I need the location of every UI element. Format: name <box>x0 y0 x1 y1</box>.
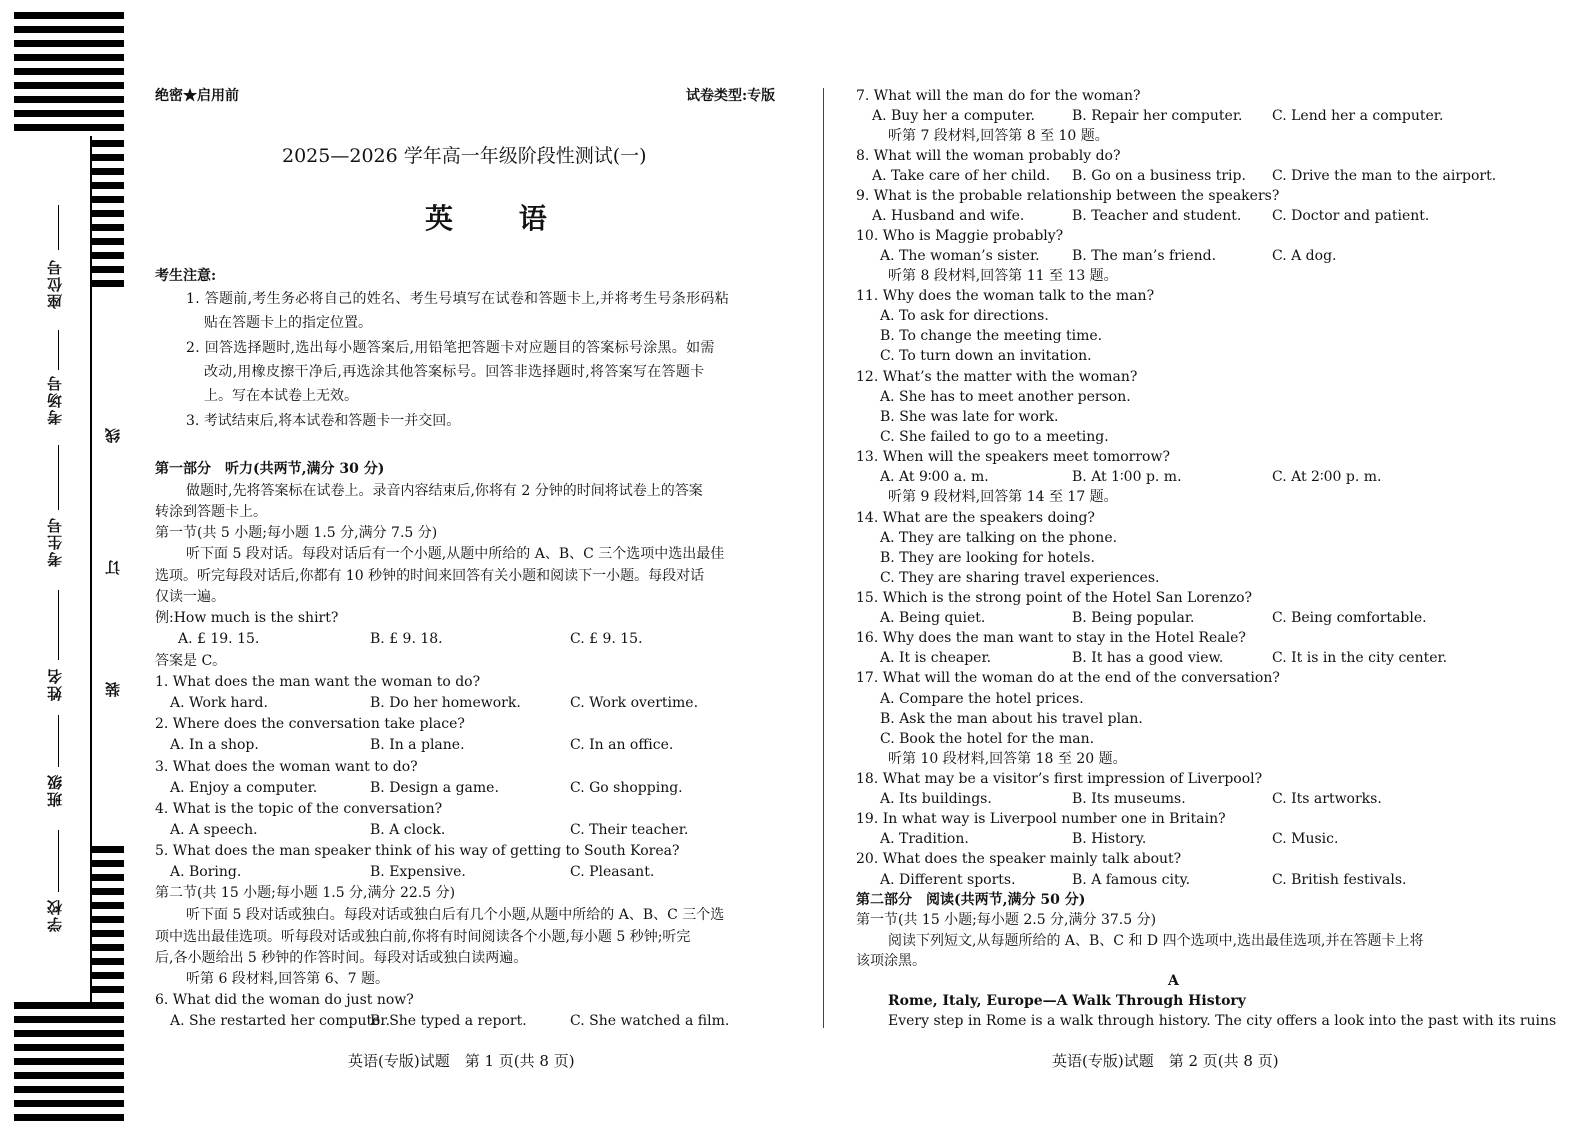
option-b: B. They are looking for hotels. <box>880 550 1095 566</box>
section2-intro: 项中选出最佳选项。听每段对话或独白前,你将有时间阅读各个小题,每小题 5 秒钟;听完 <box>155 929 691 945</box>
material-heading: 听第 8 段材料,回答第 11 至 13 题。 <box>888 268 1118 284</box>
question: 4. What is the topic of the conversation? <box>155 801 443 817</box>
passage-letter: A <box>1168 973 1179 989</box>
question: 20. What does the speaker mainly talk about? <box>856 851 1182 867</box>
option-c: C. Go shopping. <box>570 780 683 796</box>
option-c: C. Lend her a computer. <box>1272 108 1444 124</box>
example-option-c: C. £ 9. 15. <box>570 631 643 647</box>
part2-heading: 第二部分 阅读(共两节,满分 50 分) <box>856 892 1086 908</box>
option-a: A. Enjoy a computer. <box>170 780 318 796</box>
option-c: C. British festivals. <box>1272 872 1407 888</box>
question: 3. What does the woman want to do? <box>155 759 418 775</box>
secret-label: 绝密★启用前 <box>155 88 239 104</box>
option-a: A. Buy her a computer. <box>872 108 1035 124</box>
class-line <box>58 715 59 767</box>
seat-number-line <box>58 205 59 250</box>
name-line <box>58 590 59 660</box>
option-b: B. In a plane. <box>370 737 465 753</box>
option-a: A. Boring. <box>170 864 242 880</box>
note-item: 上。写在本试卷上无效。 <box>204 388 358 404</box>
option-b: B. Its museums. <box>1072 791 1186 807</box>
subject-title: 英 语 <box>425 202 575 235</box>
page2-footer: 英语(专版)试题 第 2 页(共 8 页) <box>1052 1052 1279 1070</box>
option-a: A. She has to meet another person. <box>880 389 1131 405</box>
option-c: C. In an office. <box>570 737 674 753</box>
section1-intro: 听下面 5 段对话。每段对话后有一个小题,从题中所给的 A、B、C 三个选项中选出最佳 <box>186 546 725 562</box>
option-a: A. Different sports. <box>880 872 1016 888</box>
part2-section1-heading: 第一节(共 15 小题;每小题 2.5 分,满分 37.5 分) <box>856 912 1157 928</box>
question: 2. Where does the conversation take place? <box>155 716 465 732</box>
cut-mark-line: 线 <box>104 428 122 443</box>
note-item: 改动,用橡皮擦干净后,再选涂其他答案标号。回答非选择题时,将答案写在答题卡 <box>204 364 705 380</box>
option-a: A. The woman’s sister. <box>880 248 1040 264</box>
passage-text: Every step in Rome is a walk through history. The city offers a look into the past with its ruins <box>888 1013 1557 1029</box>
question: 11. Why does the woman talk to the man? <box>856 288 1155 304</box>
question: 13. When will the speakers meet tomorrow? <box>856 449 1170 465</box>
exam-room-label: 考场号 <box>46 374 64 425</box>
seat-number-label: 座位号 <box>46 258 64 309</box>
material-heading: 听第 9 段材料,回答第 14 至 17 题。 <box>888 489 1118 505</box>
option-c: C. Being comfortable. <box>1272 610 1427 626</box>
school-line <box>58 830 59 892</box>
part1-intro: 做题时,先将答案标在试卷上。录音内容结束后,你将有 2 分钟的时间将试卷上的答案 <box>186 483 703 499</box>
option-a: A. It is cheaper. <box>880 650 992 666</box>
option-c: C. She watched a film. <box>570 1013 730 1029</box>
option-a: A. A speech. <box>170 822 258 838</box>
option-c: C. At 2∶00 p. m. <box>1272 469 1382 485</box>
passage-title: Rome, Italy, Europe—A Walk Through History <box>888 993 1246 1009</box>
note-item: 2. 回答选择题时,选出每小题答案后,用铅笔把答题卡对应题目的答案标号涂黑。如需 <box>186 340 715 356</box>
candidate-number-label: 考生号 <box>46 516 64 567</box>
section2-intro: 后,各小题给出 5 秒钟的作答时间。每段对话或独白读两遍。 <box>155 950 528 966</box>
option-b: B. The man’s friend. <box>1072 248 1217 264</box>
exam-title: 2025—2026 学年高一年级阶段性测试(一) <box>282 145 647 167</box>
example-option-b: B. £ 9. 18. <box>370 631 443 647</box>
option-c: C. Doctor and patient. <box>1272 208 1430 224</box>
page1-footer: 英语(专版)试题 第 1 页(共 8 页) <box>348 1052 575 1070</box>
example-answer: 答案是 C。 <box>155 653 227 669</box>
option-b: B. Go on a business trip. <box>1072 168 1246 184</box>
option-b: B. To change the meeting time. <box>880 328 1103 344</box>
option-b: B. A famous city. <box>1072 872 1191 888</box>
option-b: B. A clock. <box>370 822 446 838</box>
material-heading: 听第 6 段材料,回答第 6、7 题。 <box>186 971 389 987</box>
option-b: B. It has a good view. <box>1072 650 1224 666</box>
option-a: A. Being quiet. <box>880 610 986 626</box>
option-c: C. Book the hotel for the man. <box>880 731 1095 747</box>
page-divider <box>823 88 824 1028</box>
option-c: C. She failed to go to a meeting. <box>880 429 1109 445</box>
option-a: A. In a shop. <box>170 737 259 753</box>
option-c: C. They are sharing travel experiences. <box>880 570 1160 586</box>
option-c: C. Work overtime. <box>570 695 699 711</box>
option-a: A. Husband and wife. <box>872 208 1025 224</box>
option-c: C. Drive the man to the airport. <box>1272 168 1497 184</box>
option-c: C. Music. <box>1272 831 1339 847</box>
section2-intro: 听下面 5 段对话或独白。每段对话或独白后有几个小题,从题中所给的 A、B、C 三个选 <box>186 907 725 923</box>
example-option-a: A. £ 19. 15. <box>178 631 260 647</box>
section1-intro: 选项。听完每段对话后,你都有 10 秒钟的时间来回答有关小题和阅读下一小题。每段对话 <box>155 568 705 584</box>
name-label: 姓名 <box>46 667 64 701</box>
question: 1. What does the man want the woman to do? <box>155 674 481 690</box>
option-c: C. Its artworks. <box>1272 791 1382 807</box>
question: 12. What’s the matter with the woman? <box>856 369 1138 385</box>
notes-heading: 考生注意: <box>155 268 217 284</box>
option-b: B. She was late for work. <box>880 409 1059 425</box>
exam-room-line <box>58 330 59 370</box>
question: 16. Why does the man want to stay in the Hotel Reale? <box>856 630 1246 646</box>
option-a: A. They are talking on the phone. <box>880 530 1118 546</box>
question: 15. Which is the strong point of the Hotel San Lorenzo? <box>856 590 1253 606</box>
question: 10. Who is Maggie probably? <box>856 228 1064 244</box>
option-b: B. Repair her computer. <box>1072 108 1243 124</box>
school-label: 学校 <box>46 898 64 932</box>
question: 19. In what way is Liverpool number one in Britain? <box>856 811 1226 827</box>
option-a: A. Its buildings. <box>880 791 992 807</box>
question: 5. What does the man speaker think of his way of getting to South Korea? <box>155 843 680 859</box>
option-b: B. At 1∶00 p. m. <box>1072 469 1182 485</box>
option-a: A. At 9∶00 a. m. <box>880 469 989 485</box>
material-heading: 听第 10 段材料,回答第 18 至 20 题。 <box>888 751 1127 767</box>
option-c: C. Their teacher. <box>570 822 689 838</box>
option-c: C. To turn down an invitation. <box>880 348 1092 364</box>
question: 9. What is the probable relationship between the speakers? <box>856 188 1280 204</box>
cut-mark-install: 装 <box>104 682 122 697</box>
part2-intro: 阅读下列短文,从每题所给的 A、B、C 和 D 四个选项中,选出最佳选项,并在答题卡上将 <box>888 933 1424 949</box>
example-question: 例:How much is the shirt? <box>155 610 339 626</box>
section1-intro: 仅读一遍。 <box>155 589 225 605</box>
note-item: 贴在答题卡上的指定位置。 <box>204 315 372 331</box>
option-c: C. Pleasant. <box>570 864 655 880</box>
option-b: B. Ask the man about his travel plan. <box>880 711 1143 727</box>
section1-heading: 第一节(共 5 小题;每小题 1.5 分,满分 7.5 分) <box>155 525 438 541</box>
question: 7. What will the man do for the woman? <box>856 88 1141 104</box>
option-a: A. Take care of her child. <box>872 168 1051 184</box>
class-label: 班级 <box>46 773 64 807</box>
note-item: 3. 考试结束后,将本试卷和答题卡一并交回。 <box>186 413 461 429</box>
option-b: B. Being popular. <box>1072 610 1195 626</box>
option-a: A. Compare the hotel prices. <box>880 691 1084 707</box>
option-b: B. She typed a report. <box>370 1013 527 1029</box>
part2-intro: 该项涂黑。 <box>856 953 926 969</box>
option-c: C. A dog. <box>1272 248 1337 264</box>
paper-type-label: 试卷类型:专版 <box>686 88 776 104</box>
question: 8. What will the woman probably do? <box>856 148 1121 164</box>
option-a: A. Tradition. <box>880 831 969 847</box>
option-b: B. Teacher and student. <box>1072 208 1242 224</box>
option-b: B. Expensive. <box>370 864 466 880</box>
option-b: B. Do her homework. <box>370 695 521 711</box>
question: 18. What may be a visitor’s first impression of Liverpool? <box>856 771 1263 787</box>
option-a: A. Work hard. <box>170 695 268 711</box>
question: 14. What are the speakers doing? <box>856 510 1095 526</box>
section2-heading: 第二节(共 15 小题;每小题 1.5 分,满分 22.5 分) <box>155 885 456 901</box>
material-heading: 听第 7 段材料,回答第 8 至 10 题。 <box>888 128 1109 144</box>
cut-mark-bind: 订 <box>104 560 122 575</box>
option-a: A. She restarted her computer. <box>170 1013 390 1029</box>
question: 6. What did the woman do just now? <box>155 992 414 1008</box>
option-c: C. It is in the city center. <box>1272 650 1448 666</box>
part1-heading: 第一部分 听力(共两节,满分 30 分) <box>155 461 385 477</box>
part1-intro: 转涂到答题卡上。 <box>155 504 267 520</box>
option-b: B. Design a game. <box>370 780 499 796</box>
candidate-number-line <box>58 445 59 510</box>
option-b: B. History. <box>1072 831 1147 847</box>
question: 17. What will the woman do at the end of the conversation? <box>856 670 1280 686</box>
note-item: 1. 答题前,考生务必将自己的姓名、考生号填写在试卷和答题卡上,并将考生号条形码粘 <box>186 291 730 307</box>
option-a: A. To ask for directions. <box>880 308 1049 324</box>
